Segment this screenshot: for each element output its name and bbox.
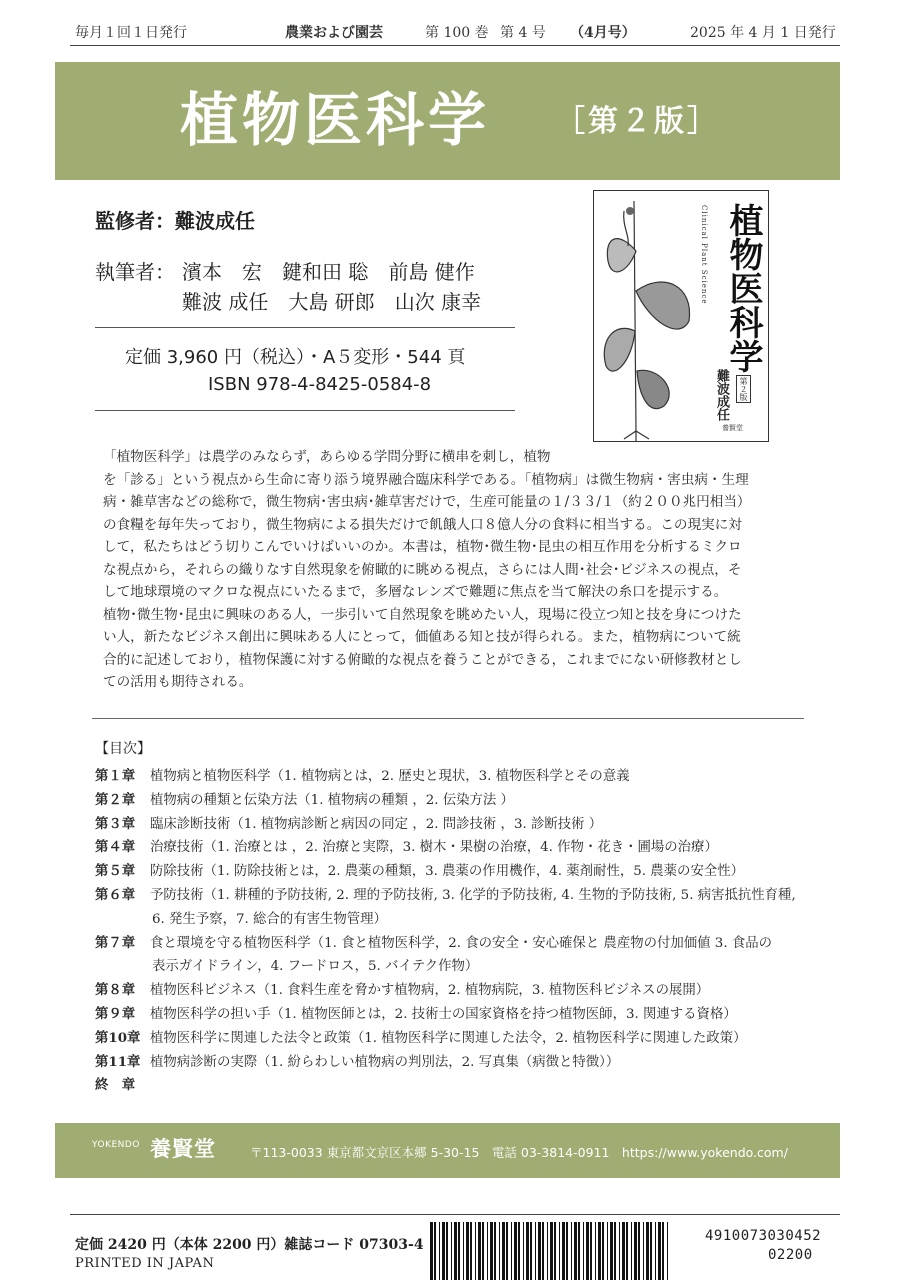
toc-chapter-title: 植物医科学の担い手（1. 植物医師とは，2. 技術士の国家資格を持つ植物医師，3. 関連する資格） bbox=[150, 1007, 737, 1022]
authors-line-1: 濱本 宏 鍵和田 聡 前島 健作 bbox=[182, 260, 475, 284]
toc-chapter-number: 第５章 bbox=[95, 863, 136, 880]
issue-number: 第 4 号 bbox=[500, 25, 546, 41]
barcode-bar bbox=[547, 1222, 548, 1280]
supervisor-label: 監修者： bbox=[95, 209, 175, 233]
barcode-bar bbox=[562, 1222, 565, 1280]
barcode-number-2: 02200 bbox=[768, 1247, 813, 1263]
barcode-bar bbox=[511, 1222, 512, 1280]
publisher-address: 〒113-0033 東京都文京区本郷 5-30-15 電話 03-3814-0911 https://www.yokendo.com/ bbox=[250, 1145, 788, 1160]
publisher-name: 養賢堂 bbox=[150, 1137, 216, 1161]
barcode-bar bbox=[598, 1222, 601, 1280]
barcode-bar bbox=[583, 1222, 584, 1280]
barcode-image bbox=[430, 1222, 670, 1282]
barcode-bar bbox=[475, 1222, 476, 1280]
book-price-line: 定価 3,960 円（税込）・A５変形・544 頁 bbox=[125, 347, 466, 368]
barcode-bar bbox=[607, 1222, 608, 1280]
toc-chapter-title: 臨床診断技術（1. 植物病診断と病因の同定 ，2. 問診技術 ，3. 診断技術 ） bbox=[150, 816, 603, 832]
separator-bottom bbox=[95, 410, 515, 411]
barcode-bar bbox=[631, 1222, 632, 1280]
barcode-bar bbox=[574, 1222, 577, 1280]
barcode-bar bbox=[446, 1222, 448, 1280]
supervisor-name: 難波成任 bbox=[175, 209, 255, 233]
barcode-bar bbox=[595, 1222, 596, 1280]
barcode-bar bbox=[506, 1222, 508, 1280]
description-line: い人，新たなビジネス創出に興味ある人にとって，価値ある知と技が得られる。また，植物病について統 bbox=[103, 629, 741, 645]
barcode-bar bbox=[494, 1222, 496, 1280]
toc-chapter-title: 治療技術（1. 治療とは ，2. 治療と実際，3. 樹木・果樹の治療，4. 作物・花き・圃場の治療） bbox=[150, 840, 718, 856]
barcode-bar bbox=[571, 1222, 572, 1280]
barcode-bar bbox=[662, 1222, 664, 1280]
barcode-bar bbox=[470, 1222, 472, 1280]
toc-chapter-title: 植物医科ビジネス（1. 食料生産を脅かす植物病，2. 植物病院，3. 植物医科ビジネスの展開） bbox=[150, 983, 710, 999]
description-line: 「植物医科学」は農学のみならず，あらゆる学問分野に横串を刺し，植物 bbox=[103, 449, 551, 465]
description-line: を「診る」という視点から生命に寄り添う境界融合臨床科学である。「植物病」は微生物病・害虫病・生理 bbox=[103, 471, 749, 488]
barcode-bar bbox=[538, 1222, 541, 1280]
bud-icon bbox=[626, 207, 634, 215]
barcode-bar bbox=[430, 1222, 433, 1280]
toc-chapter-title: 植物病の種類と伝染方法（1. 植物病の種類 ，2. 伝染方法 ） bbox=[150, 792, 514, 808]
barcode-bar bbox=[559, 1222, 560, 1280]
barcode-bar bbox=[482, 1222, 484, 1280]
barcode-bar bbox=[602, 1222, 604, 1280]
barcode-bar bbox=[610, 1222, 613, 1280]
toc-chapter-title: 植物医科学に関連した法令と政策（1. 植物医科学に関連した法令，2. 植物医科学に関連した政策） bbox=[150, 1030, 747, 1046]
book-description bbox=[103, 446, 808, 694]
description-line: 合的に記述しており，植物保護に対する俯瞰的な視点を養うことができる，これまでにない研修教材とし bbox=[103, 651, 742, 668]
cover-publisher: 養賢堂 bbox=[722, 424, 743, 432]
barcode-bar bbox=[658, 1222, 661, 1280]
volume-number: 第 100 巻 bbox=[425, 25, 489, 41]
description-line: の食糧を毎年失っており，微生物病による損失だけで飢餓人口８億人分の食料に相当する。この現実に対 bbox=[103, 516, 742, 533]
description-line: して，私たちはどう切りこんでいけばいいのか。本書は，植物･微生物･昆虫の相互作用を分析するミクロ bbox=[103, 539, 742, 555]
toc-chapter-title: 食と環境を守る植物医科学（1. 食と植物医科学，2. 食の安全・安心確保と 農産物の付加価値 3. 食品の bbox=[150, 935, 773, 951]
cover-author: 難波成任 bbox=[714, 369, 729, 421]
barcode-bar bbox=[619, 1222, 620, 1280]
printed-in: PRINTED IN JAPAN bbox=[75, 1256, 215, 1271]
supervisor-line bbox=[95, 205, 255, 234]
section-divider bbox=[92, 718, 804, 719]
barcode-bar bbox=[626, 1222, 628, 1280]
book-isbn: ISBN 978-4-8425-0584-8 bbox=[208, 374, 432, 395]
barcode-bar bbox=[487, 1222, 488, 1280]
toc-chapter-number: 第６章 bbox=[95, 887, 136, 903]
barcode-bar bbox=[550, 1222, 553, 1280]
barcode-bar bbox=[586, 1222, 589, 1280]
toc-chapter-title: 予防技術（1. 耕種的予防技術, 2. 理的予防技術, 3. 化学的予防技術, 4. 生物的予防技術, 5. 病害抵抗性育種, bbox=[150, 888, 796, 903]
toc-chapter-number: 第２章 bbox=[95, 791, 136, 808]
description-line: 植物･微生物･昆虫に興味のある人，一歩引いて自然現象を眺めたい人，現場に役立つ知と技を身につけた bbox=[103, 606, 742, 623]
book-edition: ［第２版］ bbox=[555, 104, 720, 139]
toc-chapter-number: 第８章 bbox=[95, 982, 136, 999]
barcode-bar bbox=[466, 1222, 469, 1280]
barcode-bar bbox=[458, 1222, 460, 1280]
barcode-bar bbox=[530, 1222, 532, 1280]
barcode-bar bbox=[442, 1222, 445, 1280]
toc-chapter-number: 第10章 bbox=[95, 1029, 141, 1046]
barcode-bar bbox=[667, 1222, 668, 1280]
magazine-name: 農業および園芸 bbox=[285, 25, 383, 41]
barcode-bar bbox=[514, 1222, 517, 1280]
barcode-bar bbox=[650, 1222, 652, 1280]
book-title: 植物医科学 bbox=[180, 86, 491, 154]
cover-edition-tag: 第２版 bbox=[736, 375, 751, 403]
issue-month: （4月号） bbox=[570, 25, 636, 41]
barcode-bar bbox=[439, 1222, 440, 1280]
toc-chapter-title: 植物病と植物医科学（1. 植物病とは，2. 歴史と現状，3. 植物医科学とその意義 bbox=[150, 769, 630, 784]
description-line: ての活用も期待される。 bbox=[103, 674, 253, 690]
cover-title: 植物医科学 bbox=[723, 203, 763, 373]
barcode-bar bbox=[526, 1222, 529, 1280]
barcode-bar bbox=[490, 1222, 493, 1280]
authors-label: 執筆者： bbox=[95, 260, 175, 284]
barcode-bar bbox=[451, 1222, 452, 1280]
toc-chapter-number: 第１章 bbox=[95, 768, 136, 784]
header-rule bbox=[70, 45, 840, 46]
bottom-rule bbox=[70, 1214, 840, 1215]
barcode-bar bbox=[614, 1222, 616, 1280]
description-line: して地球環境のマクロな視点にいたるまで，多層なレンズで難題に焦点を当て解決の糸口を提示する。 bbox=[103, 584, 728, 600]
barcode-bar bbox=[590, 1222, 592, 1280]
barcode-bar bbox=[502, 1222, 505, 1280]
issue-date: 2025 年 4 月 1 日発行 bbox=[690, 25, 836, 41]
barcode-bar bbox=[478, 1222, 481, 1280]
toc-chapter-title: 防除技術（1. 防除技術とは，2. 農薬の種類，3. 農薬の作用機作，4. 薬剤耐性，5. 農薬の安全性） bbox=[150, 864, 745, 880]
toc-heading: 【目次】 bbox=[95, 741, 151, 757]
toc-chapter-title: 植物病診断の実際（1. 紛らわしい植物病の判別法，2. 写真集（病徴と特徴）） bbox=[150, 1054, 620, 1070]
toc-chapter-number: 第３章 bbox=[95, 815, 136, 832]
barcode-bar bbox=[634, 1222, 637, 1280]
barcode-bar bbox=[638, 1222, 640, 1280]
toc-chapter-number: 第11章 bbox=[95, 1053, 141, 1070]
barcode-bar bbox=[566, 1222, 568, 1280]
barcode-number-1: 4910073030452 bbox=[705, 1228, 822, 1244]
barcode-bar bbox=[523, 1222, 524, 1280]
toc-chapter-number: 第７章 bbox=[95, 934, 136, 951]
barcode-bar bbox=[655, 1222, 656, 1280]
barcode-bar bbox=[554, 1222, 556, 1280]
book-cover-image bbox=[593, 190, 769, 442]
authors-line-2: 難波 成任 大島 研郎 山次 康幸 bbox=[182, 290, 482, 314]
barcode-bar bbox=[643, 1222, 644, 1280]
barcode-bar bbox=[622, 1222, 625, 1280]
barcode-bar bbox=[499, 1222, 500, 1280]
barcode-bar bbox=[542, 1222, 544, 1280]
description-line: 病・雑草害などの総称で，微生物病･害虫病･雑草害だけで，生産可能量の１/３３/１（約２００兆円相当） bbox=[103, 494, 751, 510]
toc-chapter-number: 第４章 bbox=[95, 839, 136, 856]
plant-illustration bbox=[594, 191, 704, 441]
barcode-bar bbox=[518, 1222, 520, 1280]
barcode-bar bbox=[463, 1222, 464, 1280]
publisher-logo: YOKENDO bbox=[92, 1140, 140, 1150]
toc-chapter-title-continued: 表示ガイドライン，4. フードロス，5. バイテク作物） bbox=[152, 959, 479, 975]
barcode-bar bbox=[434, 1222, 436, 1280]
toc-chapter-number: 第９章 bbox=[95, 1006, 136, 1022]
barcode-bar bbox=[578, 1222, 580, 1280]
cover-subtitle: Clinical Plant Science bbox=[700, 205, 708, 305]
barcode-bar bbox=[646, 1222, 649, 1280]
toc-chapter-title-continued: 6. 発生予察，7. 総合的有害生物管理） bbox=[152, 911, 387, 927]
barcode-bar bbox=[454, 1222, 457, 1280]
issue-frequency: 毎月１回１日発行 bbox=[75, 25, 187, 41]
separator-top bbox=[95, 327, 515, 328]
magazine-price: 定価 2420 円（本体 2200 円）雑誌コード 07303-4 bbox=[75, 1237, 424, 1253]
barcode-bar bbox=[535, 1222, 536, 1280]
toc-chapter-number: 終 章 bbox=[95, 1077, 136, 1094]
description-line: な視点から，それらの織りなす自然現象を俯瞰的に眺める視点，さらには人間･社会･ビジネスの視点，そ bbox=[103, 561, 742, 578]
